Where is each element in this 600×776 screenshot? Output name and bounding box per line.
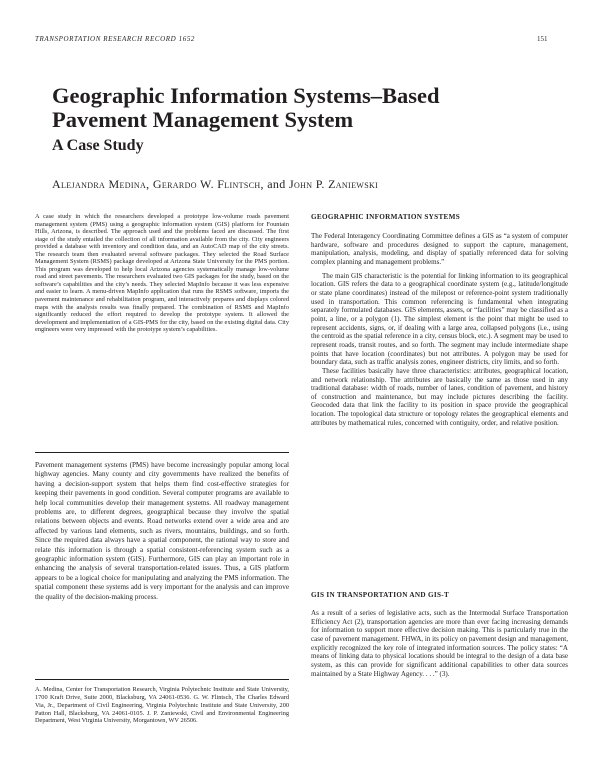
section-gis-body: [311, 232, 568, 427]
article-title: [52, 84, 572, 132]
paragraph: These facilities basically have three characteristics: attributes, geographical location, and network relationship. The attributes are basically the same as those used in any traditional database: width of roads, number of lanes, condition of pavement, and history of construction and maintenance, but may include pictures describing the facility. Geocoded data that link the facility to its position in space provide the geographical location. The topological data structure or topology relates the geographical elements and attributes by mathematical rules, concerned with contiguity, order, and relative position.: [311, 366, 568, 427]
footnote-text: A. Medina, Center for Transportation Research, Virginia Polytechnic Institute and State University, 1700 Kraft Drive, Suite 2000, Blacksburg, VA 24061-0536. G. W. Flintsch, The Charles Edward Via, Jr., Department of Civil Engineering, Virginia Polytechnic Institute and State University, 200 Patton Hall, Blacksburg, VA 24061-0105. J. P. Zaniewski, Civil and Environmental Engineering Department, West Virginia University, Morgantown, WV 26506.: [35, 686, 289, 725]
abstract: [35, 213, 289, 334]
paragraph: The main GIS characteristic is the potential for linking information to its geographical location. GIS refers the data to a geographical coordinate system (e.g., latitude/longitude or state plane coordinates) instead of the milepost or reference-point system traditionally used in transportation. This common referencing is fundamental when integrating separately formulated databases. GIS elements, assets, or “facilities” may be classified as a point, a line, or a polygon (1). The simplest element is the point that might be used to represent accidents, signs, or, if dealing with a large area, collapsed polygons (i.e., using the centroid as the spatial reference in a city, census block, etc.). A segment may be used to represent roads, transit routes, and so forth. The segment may include intermediate shape points that have location (coordinates) but not attributes. A polygon may be used for boundary data, such as traffic analysis zones, engineer districts, city limits, and so forth.: [311, 271, 568, 367]
author-3: John P. Zaniewski: [288, 177, 379, 191]
section-gis-t-body: [311, 609, 568, 678]
title-line-1: Geographic Information Systems–Based: [52, 83, 440, 108]
author-list: [52, 177, 378, 192]
author-affiliations: [35, 686, 289, 725]
author-1: Alejandra Medina: [52, 177, 147, 191]
section-heading-gis-t: GIS IN TRANSPORTATION AND GIS-T: [311, 591, 450, 599]
author-2: Gerardo W. Flintsch: [152, 177, 261, 191]
intro-paragraph: Pavement management systems (PMS) have become increasingly popular among local highway agencies. Many county and city governments have realized the benefits of having a decision-support system that helps them find cost-effective strategies for keeping their pavements in good condition. Several computer programs are available to help local communities develop their management systems. All roadway management problems are, to different degrees, geographical because they involve the spatial relations between objects and events. Road networks extend over a wide area and are affected by various land elements, such as rivers, mountains, buildings, and so forth. Since the required data always have a spatial component, the rational way to store and relate this information is through a spatial consistent-referencing system such as a geographic information system (GIS). Furthermore, GIS can play an important role in enhancing the analysis of several transportation-related issues. Thus, a GIS platform appears to be a logical choice for manipulating and analyzing the PMS information. The spatial component these systems add is very important for the analysis and can improve the quality of the decision-making process.: [35, 461, 289, 601]
introduction: [35, 461, 289, 602]
paragraph: As a result of a series of legislative acts, such as the Intermodal Surface Transportation Efficiency Act (2), transportation agencies are more than ever facing increasing demands for information to support more effective decision making. This is particularly true in the case of pavement management. FHWA, in its policy on pavement design and management, explicitly recognized the key role of integrated information sources. The policy states: “A means of linking data to physical locations should be integral to the design of a data base system, as this can provide for significant additional capabilities to other data sources maintained by a State Highway Agency. . . .” (3).: [311, 609, 568, 678]
author-separator-2: , and: [260, 177, 289, 191]
paragraph: The Federal Interagency Coordinating Committee defines a GIS as “a system of computer hardware, software and procedures designed to support the capture, management, manipulation, analysis, modeling, and display of spatially referenced data for solving complex planning and management problems.”: [311, 232, 568, 266]
footnote-divider: [35, 679, 289, 680]
author-separator-1: ,: [146, 177, 153, 191]
abstract-text: A case study in which the researchers developed a prototype low-volume roads pavement management system (PMS) using a geographic information system (GIS) platform for Fountain Hills, Arizona, is described. The approach used and the problems faced are discussed. The first stage of the study entailed the collection of all information available from the city. City engineers provided a database with inventory and condition data, and an AutoCAD map of the city streets. The research team then evaluated several software packages. They selected the Road Surface Management System (RSMS) package developed at Arizona State University for the PMS portion. This program was developed to help local Arizona agencies systematically manage low-volume road and street pavements. The researchers evaluated two GIS packages for the study, based on the software’s capabilities and the city’s needs. They selected MapInfo because it was less expensive and easier to learn. A menu-driven MapInfo application that runs the RSMS software, imports the pavement maintenance and rehabilitation program, and interactively prepares and displays colored maps with the analysis results was finally prepared. The combination of RSMS and MapInfo significantly reduced the effort required to develop the prototype system. It allowed the development and implementation of a GIS-PMS for the city, based on the existing digital data. City engineers were very impressed with the prototype system’s capabilities.: [35, 213, 289, 334]
title-line-2: Pavement Management System: [52, 107, 354, 132]
section-heading-gis: GEOGRAPHIC INFORMATION SYSTEMS: [311, 213, 461, 221]
running-head: TRANSPORTATION RESEARCH RECORD 1652: [35, 35, 196, 43]
article-subtitle: A Case Study: [52, 137, 144, 154]
page-number: 151: [537, 35, 548, 43]
abstract-divider: [35, 452, 289, 453]
